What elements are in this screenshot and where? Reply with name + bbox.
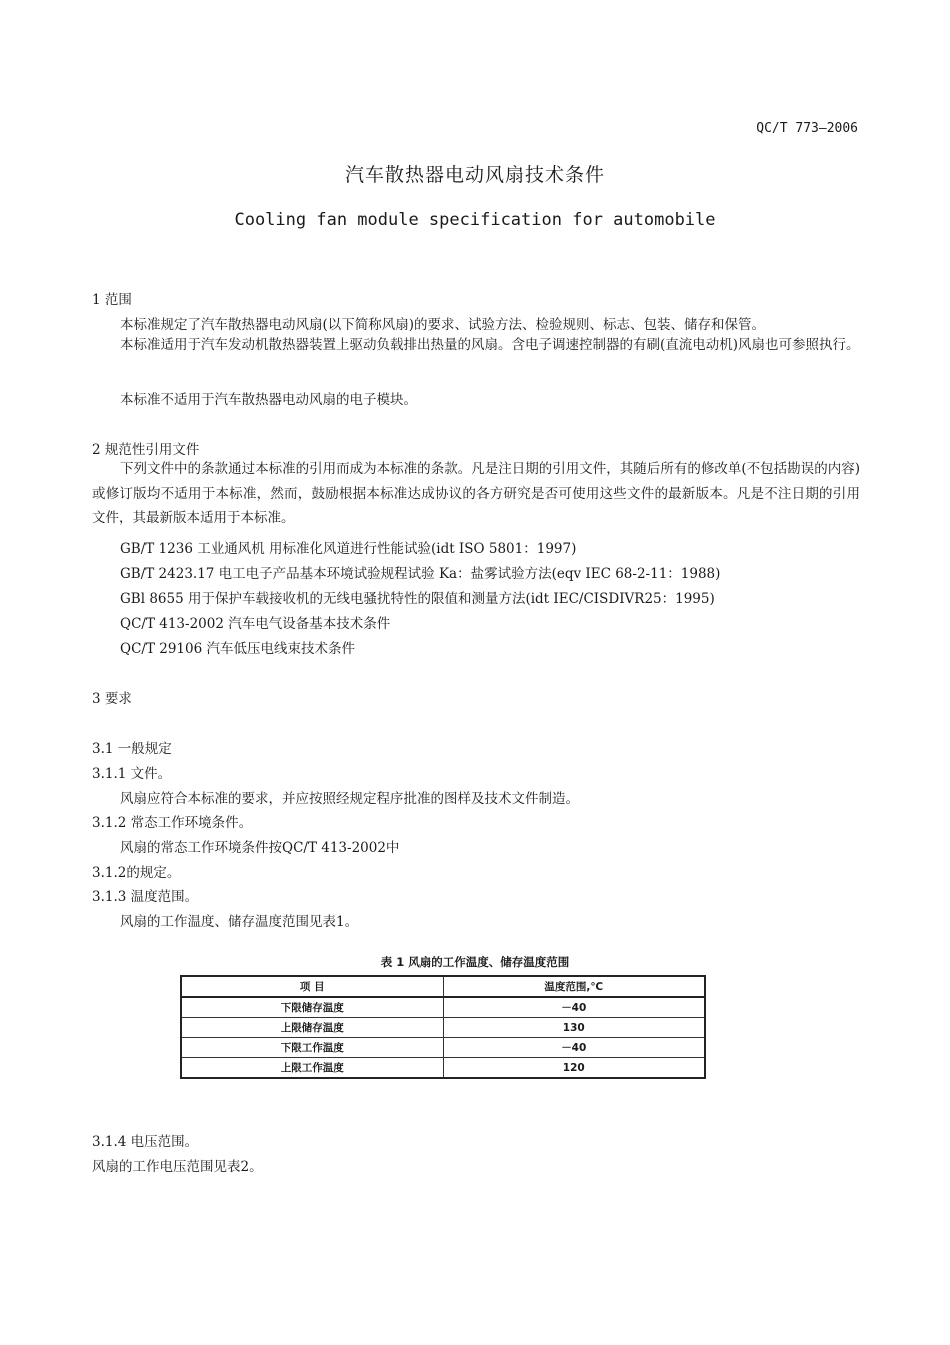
section-3-1-2-paragraph-line-1: 风扇的常态工作环境条件按QC/T 413-2002中 bbox=[120, 840, 400, 856]
reference-item: QC/T 29106 汽车低压电线束技术条件 bbox=[120, 641, 355, 657]
document-title-english: Cooling fan module specification for automobile bbox=[234, 210, 716, 230]
table-cell: 下限工作温度 bbox=[181, 1038, 443, 1058]
section-3-1-heading: 3.1 一般规定 bbox=[92, 741, 172, 757]
section-3-heading: 3 要求 bbox=[92, 691, 132, 707]
section-3-1-2-heading: 3.1.2 常态工作环境条件。 bbox=[92, 815, 253, 831]
section-3-1-1-heading: 3.1.1 文件。 bbox=[92, 766, 172, 782]
section-3-1-2-paragraph-line-2: 3.1.2的规定。 bbox=[92, 865, 181, 881]
section-3-1-3-heading: 3.1.3 温度范围。 bbox=[92, 889, 199, 905]
reference-item: GBl 8655 用于保护车载接收机的无线电骚扰特性的限值和测量方法(idt IEC/CISDIVR25：1995) bbox=[120, 591, 715, 607]
section-3-1-4-paragraph: 风扇的工作电压范围见表2。 bbox=[92, 1159, 263, 1175]
table-cell: 120 bbox=[443, 1058, 705, 1079]
reference-item: GB/T 2423.17 电工电子产品基本环境试验规程试验 Ka：盐雾试验方法(eqv IEC 68-2-11：1988) bbox=[120, 566, 721, 582]
table-header-item: 项 目 bbox=[181, 976, 443, 997]
table-cell: 上限储存温度 bbox=[181, 1018, 443, 1038]
table-row bbox=[181, 997, 705, 1018]
section-2-paragraph-1: 下列文件中的条款通过本标准的引用而成为本标准的条款。凡是注日期的引用文件，其随后所有的修改单(不包括勘误的内容)或修订版均不适用于本标准，然而，鼓励根据本标准达成协议的各方研究是否可使用这些文件的最新版本。凡是不注日期的引用文件，其最新版本适用于本标准。 bbox=[92, 461, 860, 526]
section-3-1-4-heading: 3.1.4 电压范围。 bbox=[92, 1134, 199, 1150]
table-header-temperature-range: 温度范围,℃ bbox=[443, 976, 705, 997]
standard-number: QC/T 773—2006 bbox=[756, 121, 858, 136]
table-1 bbox=[180, 975, 706, 1079]
section-3-1-3-paragraph: 风扇的工作温度、储存温度范围见表1。 bbox=[120, 914, 359, 930]
table-row bbox=[181, 1018, 705, 1038]
document-title-chinese: 汽车散热器电动风扇技术条件 bbox=[344, 164, 605, 186]
reference-item: GB/T 1236 工业通风机 用标准化风道进行性能试验(idt ISO 5801：1997) bbox=[120, 541, 577, 557]
table-cell: 下限储存温度 bbox=[181, 997, 443, 1018]
section-1-heading: 1 范围 bbox=[92, 292, 132, 308]
table-cell: 上限工作温度 bbox=[181, 1058, 443, 1079]
table-cell: －40 bbox=[443, 1038, 705, 1058]
table-row bbox=[181, 1058, 705, 1079]
table-cell: 130 bbox=[443, 1018, 705, 1038]
table-row bbox=[181, 1038, 705, 1058]
table-cell: －40 bbox=[443, 997, 705, 1018]
section-1-paragraph-2: 本标准适用于汽车发动机散热器装置上驱动负载排出热量的风扇。含电子调速控制器的有刷(直流电动机)风扇也可参照执行。 bbox=[120, 337, 860, 353]
reference-item: QC/T 413-2002 汽车电气设备基本技术条件 bbox=[120, 616, 391, 632]
section-3-1-1-paragraph: 风扇应符合本标准的要求，并应按照经规定程序批准的图样及技术文件制造。 bbox=[120, 791, 579, 807]
table-header-row bbox=[181, 976, 705, 997]
section-1-paragraph-3: 本标准不适用于汽车散热器电动风扇的电子模块。 bbox=[120, 392, 417, 408]
section-1-paragraph-1: 本标准规定了汽车散热器电动风扇(以下简称风扇)的要求、试验方法、检验规则、标志、包装、储存和保管。 bbox=[120, 317, 766, 333]
section-2-heading: 2 规范性引用文件 bbox=[92, 442, 200, 458]
table-1-caption: 表 1 风扇的工作温度、储存温度范围 bbox=[380, 955, 570, 969]
